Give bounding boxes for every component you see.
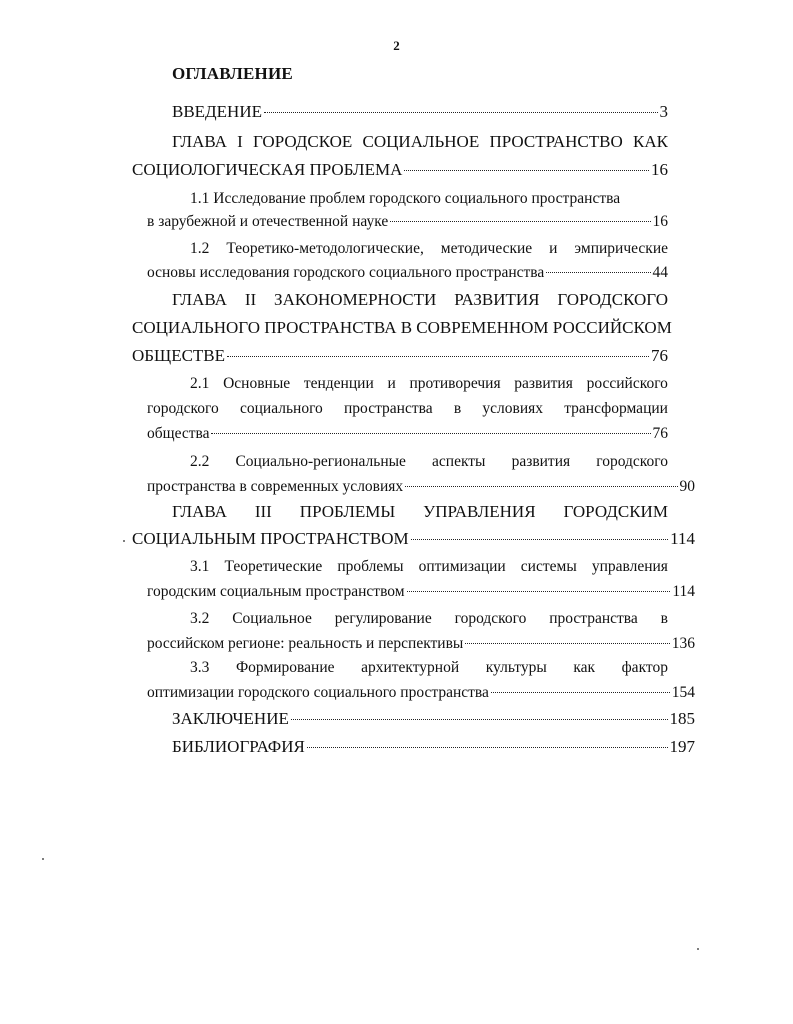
- entry-word: городского: [596, 453, 668, 470]
- entry-word: развития: [511, 453, 571, 470]
- dot-leader: [291, 718, 668, 720]
- entry-label: БИБЛИОГРАФИЯ: [172, 737, 305, 756]
- entry-page: 114: [670, 529, 695, 548]
- entry-word: ГЛАВА: [172, 132, 227, 151]
- entry-page: 44: [652, 264, 668, 281]
- entry-word: 2.1: [190, 375, 210, 392]
- entry-word: эмпирические: [574, 240, 668, 257]
- entry-page: 76: [651, 346, 668, 365]
- entry-word: 3.1: [190, 558, 210, 575]
- entry-word: социального: [239, 400, 323, 417]
- dot-leader: [491, 691, 670, 693]
- dot-leader: [404, 169, 649, 171]
- entry-page: 3: [659, 102, 668, 121]
- entry-word: проблемы: [337, 558, 404, 575]
- entry-page: 197: [669, 737, 695, 756]
- entry-label: СОЦИОЛОГИЧЕСКАЯ ПРОБЛЕМА: [132, 160, 403, 179]
- entry-label: основы исследования городского социального пространства: [147, 264, 545, 281]
- entry-word: культуры: [485, 659, 547, 676]
- entry-word: ЗАКОНОМЕРНОСТИ: [274, 290, 437, 309]
- entry-word: УПРАВЛЕНИЯ: [423, 502, 536, 521]
- entry-word: Основные: [223, 375, 291, 392]
- entry-page: 16: [651, 160, 668, 179]
- dot-leader: [465, 642, 669, 644]
- dot-leader: [411, 538, 668, 540]
- entry-word: Теоретико-методологические,: [226, 240, 424, 257]
- dot-leader: [407, 590, 671, 592]
- page-number: 2: [393, 38, 400, 53]
- dot-leader: [227, 355, 649, 357]
- entry-word: трансформации: [564, 400, 668, 417]
- entry-word: 3.2: [190, 610, 210, 627]
- entry-word: городского: [454, 610, 527, 627]
- entry-label: ВВЕДЕНИЕ: [172, 102, 262, 121]
- entry-word: 3.3: [190, 659, 210, 676]
- entry-label: в зарубежной и отечественной науке: [147, 213, 389, 230]
- entry-word: I: [237, 132, 243, 151]
- entry-page: 136: [671, 635, 695, 652]
- entry-word: управления: [591, 558, 668, 575]
- entry-word: системы: [520, 558, 577, 575]
- entry-label: общества: [147, 425, 210, 442]
- entry-page: 114: [672, 583, 695, 600]
- entry-page: 154: [671, 684, 695, 701]
- entry-word: как: [573, 659, 596, 676]
- entry-word: 1.2: [190, 240, 210, 257]
- entry-label: городским социальным пространством: [147, 583, 405, 600]
- dot-leader: [546, 271, 650, 273]
- entry-word: II: [244, 290, 257, 309]
- entry-word: ГЛАВА: [172, 502, 227, 521]
- toc-title: ОГЛАВЛЕНИЕ: [172, 64, 293, 83]
- entry-label: ЗАКЛЮЧЕНИЕ: [172, 709, 289, 728]
- entry-word: ГОРОДСКОГО: [557, 290, 668, 309]
- entry-word: и: [387, 375, 396, 392]
- entry-label: российском регионе: реальность и перспективы: [147, 635, 464, 652]
- entry-word: ПРОСТРАНСТВО: [489, 132, 623, 151]
- entry-word: Теоретические: [224, 558, 323, 575]
- entry-page: 16: [652, 213, 668, 230]
- entry-label: ОБЩЕСТВЕ: [132, 346, 226, 365]
- entry-page: 185: [669, 709, 695, 728]
- entry-label: пространства в современных условиях: [147, 478, 404, 495]
- entry-word: российского: [586, 375, 668, 392]
- entry-word: пространства: [344, 400, 433, 417]
- dot-leader: [264, 111, 658, 113]
- entry-word: оптимизации: [418, 558, 506, 575]
- entry-page: 76: [652, 425, 668, 442]
- entry-word: 2.2: [190, 453, 210, 470]
- entry-word: методические: [440, 240, 533, 257]
- entry-label: 1.1 Исследование проблем городского социального пространства: [190, 190, 621, 207]
- entry-word: Формирование: [235, 659, 335, 676]
- entry-word: городского: [147, 400, 219, 417]
- entry-word: СОЦИАЛЬНОЕ: [362, 132, 480, 151]
- entry-word: Социально-региональные: [235, 453, 406, 470]
- entry-word: ГОРОДСКИМ: [563, 502, 668, 521]
- entry-word: РАЗВИТИЯ: [454, 290, 540, 309]
- entry-label: оптимизации городского социального пространства: [147, 684, 489, 701]
- scan-speck: [42, 858, 44, 860]
- entry-word: архитектурной: [361, 659, 460, 676]
- entry-word: в: [453, 400, 462, 417]
- dot-leader: [211, 432, 650, 434]
- entry-word: ГОРОДСКОЕ: [253, 132, 353, 151]
- entry-word: III: [254, 502, 272, 521]
- entry-word: тенденции: [303, 375, 374, 392]
- dot-leader: [307, 746, 668, 748]
- entry-word: условиях: [482, 400, 543, 417]
- entry-word: противоречия: [409, 375, 501, 392]
- entry-word: ПРОБЛЕМЫ: [299, 502, 396, 521]
- entry-word: пространства: [549, 610, 638, 627]
- entry-word: и: [549, 240, 558, 257]
- entry-word: развития: [514, 375, 573, 392]
- entry-word: КАК: [632, 132, 668, 151]
- entry-word: Социальное: [232, 610, 312, 627]
- dot-leader: [405, 485, 677, 487]
- entry-label: СОЦИАЛЬНОГО ПРОСТРАНСТВА В СОВРЕМЕННОМ РОССИЙСКОМ: [132, 318, 672, 337]
- entry-label: СОЦИАЛЬНЫМ ПРОСТРАНСТВОМ: [132, 529, 409, 548]
- dot-leader: [390, 220, 650, 222]
- entry-word: регулирование: [334, 610, 432, 627]
- entry-page: 90: [679, 478, 695, 495]
- scan-speck: [123, 540, 125, 542]
- entry-word: ГЛАВА: [172, 290, 227, 309]
- scan-speck: [697, 948, 699, 950]
- entry-word: аспекты: [432, 453, 486, 470]
- entry-word: фактор: [621, 659, 668, 676]
- entry-word: в: [660, 610, 668, 627]
